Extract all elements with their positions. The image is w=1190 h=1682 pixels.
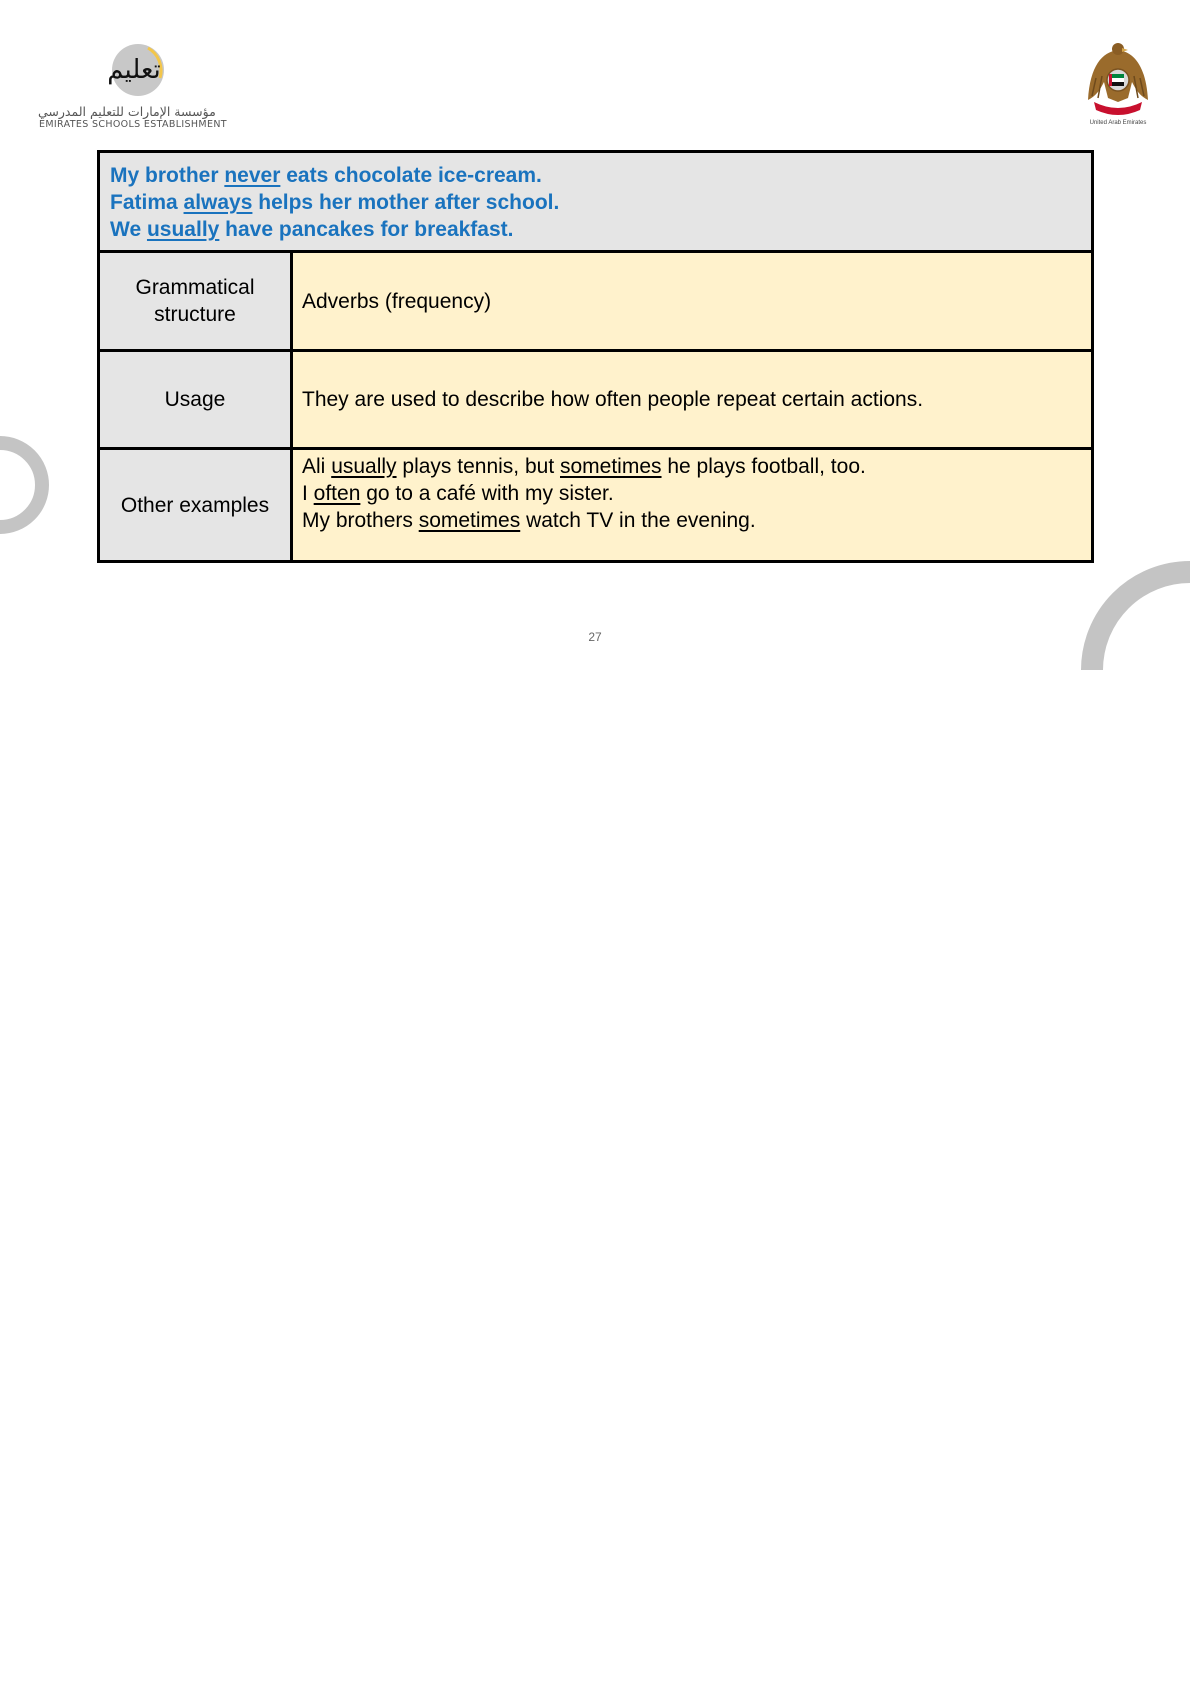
usage-row [100,352,1091,450]
ese-arabic-name: مؤسسة الإمارات للتعليم المدرسي [38,104,216,119]
adverb-highlight: usually [146,218,220,241]
adverb-highlight: often [313,482,361,505]
structure-label: Grammatical structure [100,253,293,349]
example-sentence: We usually have pancakes for breakfast. [110,218,514,241]
uae-caption: United Arab Emirates [1089,120,1147,126]
example-sentence: Fatima always helps her mother after school. [110,191,560,214]
example-line: Ali usually plays tennis, but sometimes he plays football, too. [302,455,866,478]
adverb-highlight: never [224,164,281,187]
examples-value [293,450,1091,560]
grammar-table [97,150,1094,563]
example-sentence: My brother never eats chocolate ice-cream. [110,164,542,187]
structure-value: Adverbs (frequency) [293,253,1091,349]
right-arc-decoration [1080,560,1190,670]
adverb-highlight: sometimes [418,509,521,532]
structure-row [100,253,1091,352]
logo-glyph: تعليم [107,55,161,85]
ese-logo [38,38,228,130]
page-number: 27 [588,630,602,644]
taaleem-logo-icon [102,38,166,102]
example-sentences [100,153,1091,253]
adverb-highlight: usually [331,455,397,478]
example-line: I often go to a café with my sister. [302,482,614,505]
adverb-highlight: always [183,191,253,214]
examples-label: Other examples [100,450,293,560]
uae-emblem [1082,38,1154,130]
adverb-highlight: sometimes [560,455,662,478]
ese-english-name: EMIRATES SCHOOLS ESTABLISHMENT [39,119,227,130]
examples-row [100,450,1091,560]
example-line: My brothers sometimes watch TV in the evening. [302,509,756,532]
uae-emblem-icon [1082,38,1154,120]
usage-value: They are used to describe how often people repeat certain actions. [293,352,1091,447]
usage-label: Usage [100,352,293,447]
left-ring-decoration [0,430,60,540]
